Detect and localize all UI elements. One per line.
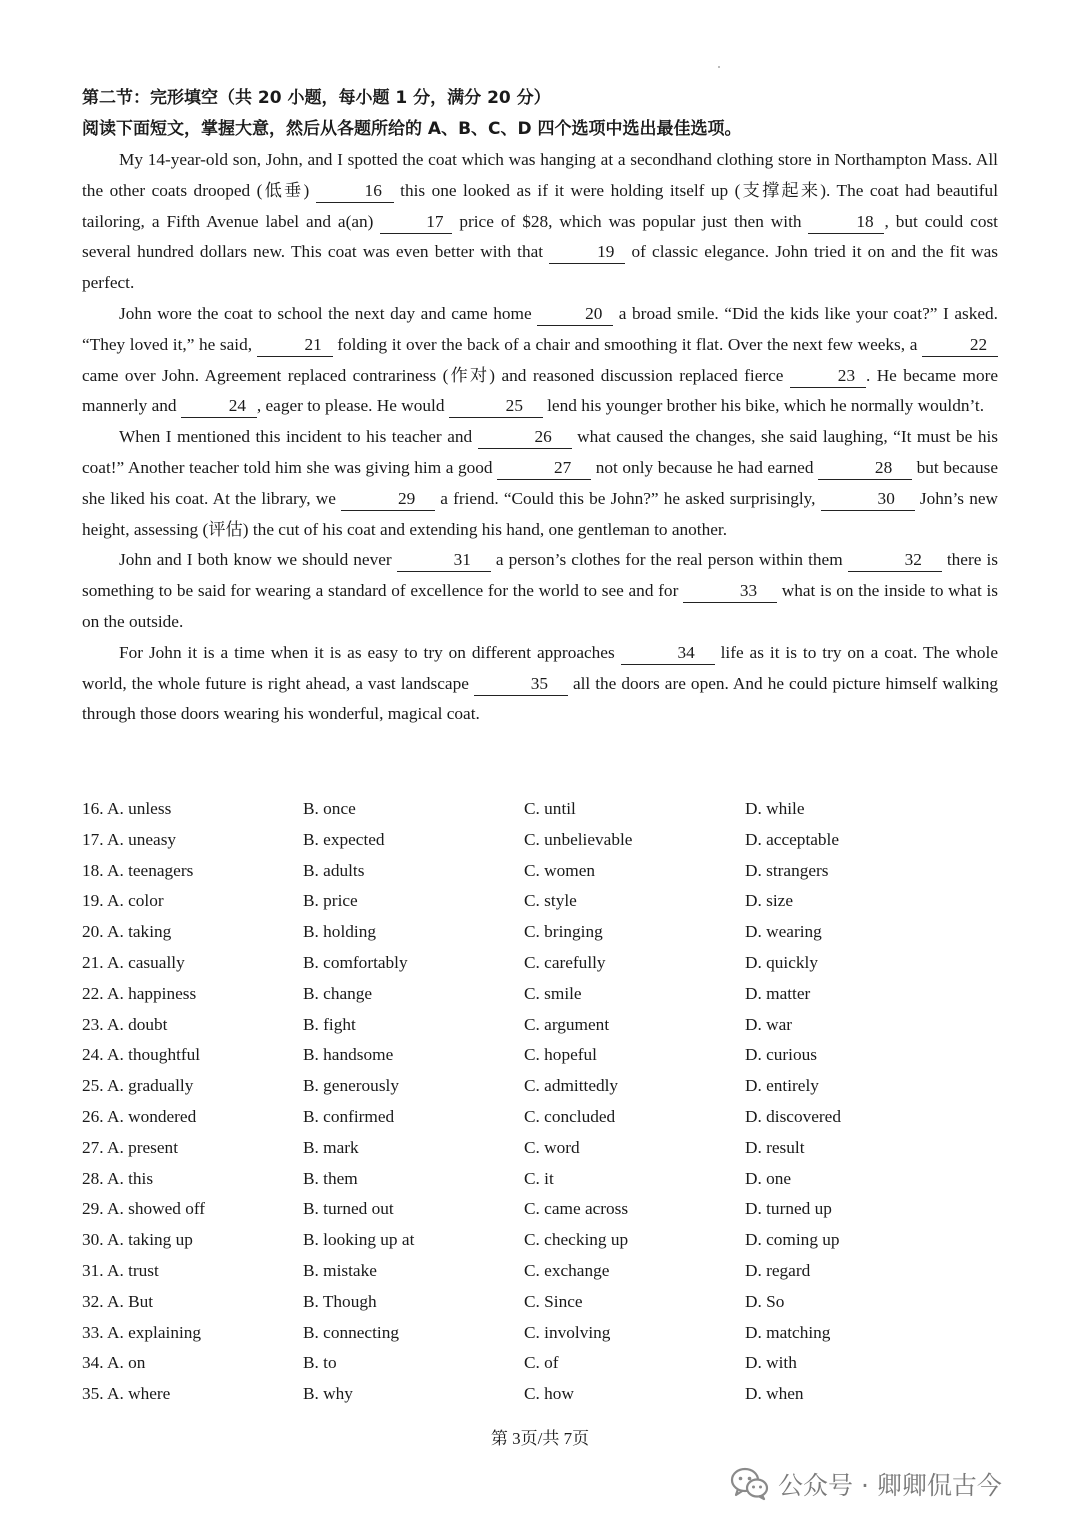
page-number: 第 3页/共 7页: [490, 1429, 590, 1448]
blank-29: 29: [341, 489, 435, 511]
blank-19: 19: [549, 242, 625, 264]
option-c: C. Since: [524, 1291, 583, 1311]
watermark-text: 公众号 · 卿卿侃古今: [778, 1471, 1002, 1500]
option-c: C. how: [524, 1384, 574, 1404]
option-b: B. mark: [303, 1137, 359, 1157]
option-row: [82, 917, 1002, 948]
option-b: B. looking up at: [303, 1230, 415, 1250]
option-b: B. handsome: [303, 1045, 394, 1065]
option-a: 26. A. wondered: [82, 1106, 197, 1126]
blank-25: 25: [449, 396, 543, 418]
option-b: B. change: [303, 983, 373, 1003]
option-a: 35. A. where: [82, 1384, 171, 1404]
option-row: [82, 1071, 1002, 1102]
option-c: C. it: [524, 1168, 554, 1188]
option-a: 34. A. on: [82, 1353, 146, 1373]
option-a: 30. A. taking up: [82, 1230, 193, 1250]
option-a: 17. A. uneasy: [82, 829, 177, 849]
section-instruction: 阅读下面短文，掌握大意，然后从各题所给的 A、B、C、D 四个选项中选出最佳选项。: [82, 119, 742, 139]
option-b: B. Though: [303, 1291, 377, 1311]
blank-31: 31: [397, 550, 491, 572]
blank-30: 30: [821, 489, 915, 511]
option-row: [82, 948, 1002, 979]
blank-24: 24: [181, 396, 257, 418]
option-row: [82, 794, 1002, 825]
blank-26: 26: [478, 427, 572, 449]
option-b: B. to: [303, 1353, 337, 1373]
option-d: D. entirely: [745, 1076, 819, 1096]
option-row: [82, 1256, 1002, 1287]
blank-16: 16: [316, 181, 394, 203]
blank-28: 28: [818, 458, 912, 480]
option-b: B. them: [303, 1168, 358, 1188]
blank-32: 32: [848, 550, 942, 572]
paragraph-1: My 14-year-old son, John, and I spotted the coat which was hanging at a secondhand clothing store in Northampton Mass. All the other coats drooped (低垂) 16 this one looked as if it were holding itself up (支撑起来). The coat had beautiful tailoring, a Fifth Avenue label and a(an) 17 price of $28, which was popular just then with 18 , but could cost several hundred dollars new. This coat was even better with that 19 of classic elegance. John tried it on and the fit was perfect.: [82, 150, 998, 293]
option-b: B. holding: [303, 922, 376, 942]
option-row: [82, 886, 1002, 917]
blank-20: 20: [537, 304, 613, 326]
option-b: B. price: [303, 891, 358, 911]
option-d: D. matching: [745, 1322, 831, 1342]
watermark: [730, 1462, 1002, 1506]
option-c: C. argument: [524, 1014, 610, 1034]
blank-33: 33: [683, 581, 777, 603]
option-d: D. discovered: [745, 1106, 841, 1126]
option-b: B. mistake: [303, 1260, 377, 1280]
answer-options: [82, 794, 1002, 1410]
option-a: 32. A. But: [82, 1291, 154, 1311]
option-a: 16. A. unless: [82, 799, 172, 818]
option-c: C. of: [524, 1353, 559, 1373]
option-row: [82, 1225, 1002, 1256]
section-title: 第二节：完形填空（共 20 小题，每小题 1 分，满分 20 分）: [82, 88, 551, 108]
option-a: 33. A. explaining: [82, 1322, 202, 1342]
option-d: D. So: [745, 1291, 785, 1311]
option-row: [82, 1318, 1002, 1349]
option-row: [82, 1010, 1002, 1041]
option-c: C. concluded: [524, 1106, 616, 1126]
option-b: B. adults: [303, 860, 365, 880]
option-row: [82, 1102, 1002, 1133]
option-d: D. while: [745, 799, 805, 818]
option-a: 18. A. teenagers: [82, 860, 194, 880]
option-a: 31. A. trust: [82, 1260, 159, 1280]
option-b: B. fight: [303, 1014, 356, 1034]
option-b: B. connecting: [303, 1322, 399, 1342]
paragraph-3: When I mentioned this incident to his teacher and 26 what caused the changes, she said laughing, “It must be his coat!” Another teacher told him she was giving him a good 27 not only because he had earned 28 but because she liked his coat. At the library, we 29 a friend. “Could this be John?” he asked surprisingly, 30 John’s new height, assessing (评估) the cut of his coat and extending his hand, one gentleman to another.: [82, 427, 999, 539]
option-b: B. confirmed: [303, 1106, 395, 1126]
option-c: C. bringing: [524, 922, 603, 942]
option-c: C. word: [524, 1137, 580, 1157]
option-a: 27. A. present: [82, 1137, 178, 1157]
option-d: D. coming up: [745, 1230, 840, 1250]
option-row: [82, 1164, 1002, 1195]
option-row: [82, 1133, 1002, 1164]
option-c: C. admittedly: [524, 1076, 619, 1096]
option-b: B. turned out: [303, 1199, 394, 1219]
option-a: 28. A. this: [82, 1168, 154, 1188]
option-row: [82, 979, 1002, 1010]
option-d: D. size: [745, 891, 793, 911]
option-a: 25. A. gradually: [82, 1076, 194, 1096]
option-b: B. expected: [303, 829, 385, 849]
option-a: 19. A. color: [82, 891, 164, 911]
option-c: C. until: [524, 799, 576, 818]
wechat-icon: [730, 1467, 770, 1501]
option-a: 23. A. doubt: [82, 1014, 168, 1034]
option-c: C. hopeful: [524, 1045, 597, 1065]
blank-34: 34: [621, 643, 715, 665]
option-d: D. quickly: [745, 952, 818, 972]
option-c: C. smile: [524, 983, 582, 1003]
option-d: D. wearing: [745, 922, 822, 942]
option-c: C. carefully: [524, 952, 606, 972]
option-row: [82, 1287, 1002, 1318]
option-d: D. matter: [745, 983, 811, 1003]
blank-18: 18: [808, 212, 884, 234]
option-d: D. strangers: [745, 860, 829, 880]
option-d: D. result: [745, 1137, 805, 1157]
option-d: D. one: [745, 1168, 792, 1188]
option-row: [82, 856, 1002, 887]
option-c: C. style: [524, 891, 577, 911]
option-c: C. women: [524, 860, 596, 880]
option-row: [82, 1194, 1002, 1225]
blank-27: 27: [497, 458, 591, 480]
option-row: [82, 1379, 1002, 1410]
option-c: C. came across: [524, 1199, 629, 1219]
option-a: 22. A. happiness: [82, 983, 197, 1003]
option-d: D. regard: [745, 1260, 811, 1280]
option-row: [82, 1040, 1002, 1071]
option-d: D. acceptable: [745, 829, 840, 849]
cloze-passage: [82, 145, 998, 730]
option-c: C. involving: [524, 1322, 611, 1342]
option-a: 24. A. thoughtful: [82, 1045, 201, 1065]
option-c: C. exchange: [524, 1260, 610, 1280]
option-a: 21. A. casually: [82, 952, 185, 972]
option-b: B. comfortably: [303, 952, 408, 972]
option-b: B. generously: [303, 1076, 399, 1096]
option-c: C. unbelievable: [524, 829, 633, 849]
option-a: 20. A. taking: [82, 922, 172, 942]
option-d: D. when: [745, 1384, 804, 1404]
option-row: [82, 825, 1002, 856]
scan-speck: [718, 66, 720, 68]
option-d: D. with: [745, 1353, 797, 1373]
option-d: D. war: [745, 1014, 793, 1034]
blank-23: 23: [790, 366, 866, 388]
blank-35: 35: [474, 674, 568, 696]
option-d: D. turned up: [745, 1199, 832, 1219]
blank-17: 17: [380, 212, 452, 234]
option-c: C. checking up: [524, 1230, 629, 1250]
blank-21: 21: [257, 335, 333, 357]
paragraph-4: John and I both know we should never 31 a person’s clothes for the real person within them 32 there is something to be said for wearing a standard of excellence for the world to see and for 33 what is on the inside to what is on the outside.: [82, 550, 998, 631]
option-row: [82, 1348, 1002, 1379]
paragraph-2: John wore the coat to school the next day and came home 20 a broad smile. “Did the kids like your coat?” I asked. “They loved it,” he said, 21 folding it over the back of a chair and smoothing it flat. Over the next few weeks, a 22 came over John. Agreement replaced contrariness (作对) and reasoned discussion replaced fierce 23 . He became more mannerly and 24 , eager to please. He would 25 lend his younger brother his bike, which he normally wouldn’t.: [82, 299, 998, 422]
option-b: B. why: [303, 1384, 353, 1404]
option-d: D. curious: [745, 1045, 817, 1065]
paragraph-5: For John it is a time when it is as easy to try on different approaches 34 life as it is to try on a coat. The whole world, the whole future is right ahead, a vast landscape 35 all the doors are open. And he could picture himself walking through those doors wearing his wonderful, magical coat.: [82, 642, 998, 724]
blank-22: 22: [922, 335, 998, 357]
option-b: B. once: [303, 799, 356, 818]
option-a: 29. A. showed off: [82, 1199, 206, 1219]
